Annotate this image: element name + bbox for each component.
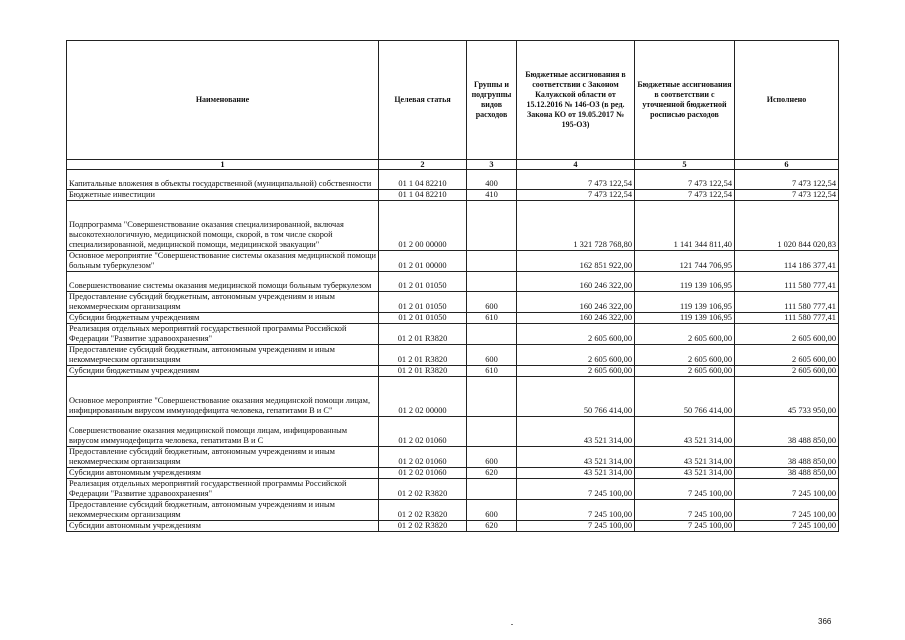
row-target-article-cell: 01 2 02 R3820	[379, 521, 467, 532]
table-row	[67, 366, 839, 377]
row-expense-group-cell: 410	[467, 190, 517, 201]
table-row	[67, 500, 839, 521]
row-expense-group-cell	[467, 417, 517, 447]
row-target-article-cell: 01 1 04 82210	[379, 170, 467, 190]
row-name-cell: Предоставление субсидий бюджетным, автономным учреждениям и иным некоммерческим организациям	[67, 447, 379, 468]
header-executed: Исполнено	[735, 41, 839, 160]
row-law-allocation-cell: 162 851 922,00	[517, 251, 635, 272]
row-law-allocation-cell: 7 245 100,00	[517, 479, 635, 500]
table-row	[67, 292, 839, 313]
header-revised-allocations: Бюджетные ассигнования в соответствии с уточненной бюджетной росписью расходов	[635, 41, 735, 160]
row-revised-allocation-cell: 2 605 600,00	[635, 345, 735, 366]
row-law-allocation-cell: 2 605 600,00	[517, 324, 635, 345]
row-executed-cell: 111 580 777,41	[735, 313, 839, 324]
table-row	[67, 468, 839, 479]
row-expense-group-cell: 600	[467, 292, 517, 313]
table-row	[67, 313, 839, 324]
table-row	[67, 190, 839, 201]
row-expense-group-cell	[467, 272, 517, 292]
row-name-cell: Реализация отдельных мероприятий государственной программы Российской Федерации "Развитие здравоохранения"	[67, 479, 379, 500]
row-law-allocation-cell: 160 246 322,00	[517, 313, 635, 324]
row-revised-allocation-cell: 121 744 706,95	[635, 251, 735, 272]
row-name-cell: Предоставление субсидий бюджетным, автономным учреждениям и иным некоммерческим организациям	[67, 292, 379, 313]
row-expense-group-cell	[467, 479, 517, 500]
row-law-allocation-cell: 160 246 322,00	[517, 292, 635, 313]
column-number: 5	[635, 160, 735, 170]
row-revised-allocation-cell: 43 521 314,00	[635, 468, 735, 479]
row-name-cell: Бюджетные инвестиции	[67, 190, 379, 201]
row-law-allocation-cell: 43 521 314,00	[517, 447, 635, 468]
row-expense-group-cell: 400	[467, 170, 517, 190]
table-row	[67, 251, 839, 272]
budget-table	[66, 40, 839, 532]
row-law-allocation-cell: 7 245 100,00	[517, 500, 635, 521]
header-name: Наименование	[67, 41, 379, 160]
row-name-cell: Предоставление субсидий бюджетным, автономным учреждениям и иным некоммерческим организациям	[67, 500, 379, 521]
row-law-allocation-cell: 1 321 728 768,80	[517, 201, 635, 251]
row-executed-cell: 7 245 100,00	[735, 500, 839, 521]
row-expense-group-cell	[467, 324, 517, 345]
row-target-article-cell: 01 2 01 01050	[379, 292, 467, 313]
row-executed-cell: 7 473 122,54	[735, 190, 839, 201]
row-revised-allocation-cell: 119 139 106,95	[635, 292, 735, 313]
row-target-article-cell: 01 2 02 01060	[379, 447, 467, 468]
row-target-article-cell: 01 2 01 00000	[379, 251, 467, 272]
table-row	[67, 324, 839, 345]
row-name-cell: Субсидии автономным учреждениям	[67, 468, 379, 479]
row-target-article-cell: 01 2 01 R3820	[379, 366, 467, 377]
column-number: 6	[735, 160, 839, 170]
scan-speck	[511, 624, 513, 625]
row-expense-group-cell	[467, 201, 517, 251]
row-name-cell: Основное мероприятие "Совершенствование оказания медицинской помощи лицам, инфицированным вирусом иммунодефицита человека, гепатитами В и С"	[67, 377, 379, 417]
row-target-article-cell: 01 2 01 01050	[379, 272, 467, 292]
row-name-cell: Субсидии автономным учреждениям	[67, 521, 379, 532]
row-executed-cell: 7 473 122,54	[735, 170, 839, 190]
row-name-cell: Реализация отдельных мероприятий государственной программы Российской Федерации "Развитие здравоохранения"	[67, 324, 379, 345]
row-executed-cell: 111 580 777,41	[735, 292, 839, 313]
row-name-cell: Предоставление субсидий бюджетным, автономным учреждениям и иным некоммерческим организациям	[67, 345, 379, 366]
row-executed-cell: 38 488 850,00	[735, 417, 839, 447]
row-revised-allocation-cell: 7 245 100,00	[635, 521, 735, 532]
row-expense-group-cell: 600	[467, 345, 517, 366]
row-expense-group-cell	[467, 377, 517, 417]
row-revised-allocation-cell: 119 139 106,95	[635, 272, 735, 292]
row-law-allocation-cell: 7 245 100,00	[517, 521, 635, 532]
table-row	[67, 417, 839, 447]
row-revised-allocation-cell: 119 139 106,95	[635, 313, 735, 324]
row-name-cell: Основное мероприятие "Совершенствование системы оказания медицинской помощи больным туберкулезом"	[67, 251, 379, 272]
row-revised-allocation-cell: 7 245 100,00	[635, 500, 735, 521]
table-row	[67, 377, 839, 417]
row-executed-cell: 38 488 850,00	[735, 468, 839, 479]
row-expense-group-cell: 600	[467, 500, 517, 521]
row-revised-allocation-cell: 2 605 600,00	[635, 324, 735, 345]
row-law-allocation-cell: 43 521 314,00	[517, 468, 635, 479]
row-executed-cell: 114 186 377,41	[735, 251, 839, 272]
row-executed-cell: 45 733 950,00	[735, 377, 839, 417]
page-number: 366	[818, 617, 832, 626]
row-executed-cell: 7 245 100,00	[735, 521, 839, 532]
row-law-allocation-cell: 43 521 314,00	[517, 417, 635, 447]
header-expense-group: Группы и подгруппы видов расходов	[467, 41, 517, 160]
table-row	[67, 201, 839, 251]
row-target-article-cell: 01 2 02 00000	[379, 377, 467, 417]
table-row	[67, 345, 839, 366]
row-expense-group-cell: 620	[467, 468, 517, 479]
column-number: 4	[517, 160, 635, 170]
column-number: 1	[67, 160, 379, 170]
row-target-article-cell: 01 2 02 R3820	[379, 479, 467, 500]
row-expense-group-cell: 610	[467, 366, 517, 377]
row-revised-allocation-cell: 43 521 314,00	[635, 417, 735, 447]
row-target-article-cell: 01 2 01 01050	[379, 313, 467, 324]
row-expense-group-cell	[467, 251, 517, 272]
header-row	[67, 41, 839, 160]
row-target-article-cell: 01 2 00 00000	[379, 201, 467, 251]
row-name-cell: Субсидии бюджетным учреждениям	[67, 313, 379, 324]
header-target-article: Целевая статья	[379, 41, 467, 160]
row-expense-group-cell: 620	[467, 521, 517, 532]
row-name-cell: Капитальные вложения в объекты государственной (муниципальной) собственности	[67, 170, 379, 190]
row-law-allocation-cell: 2 605 600,00	[517, 345, 635, 366]
header-law-allocations: Бюджетные ассигнования в соответствии с Законом Калужской области от 15.12.2016 № 146-ОЗ (в ред. Закона КО от 19.05.2017 № 195-ОЗ)	[517, 41, 635, 160]
row-name-cell: Субсидии бюджетным учреждениям	[67, 366, 379, 377]
row-revised-allocation-cell: 43 521 314,00	[635, 447, 735, 468]
table-row	[67, 272, 839, 292]
row-revised-allocation-cell: 7 473 122,54	[635, 190, 735, 201]
row-target-article-cell: 01 2 02 01060	[379, 468, 467, 479]
row-name-cell: Совершенствование системы оказания медицинской помощи больным туберкулезом	[67, 272, 379, 292]
row-revised-allocation-cell: 1 141 344 811,40	[635, 201, 735, 251]
row-target-article-cell: 01 2 02 R3820	[379, 500, 467, 521]
row-target-article-cell: 01 2 01 R3820	[379, 324, 467, 345]
table-row	[67, 521, 839, 532]
row-name-cell: Подпрограмма "Совершенствование оказания специализированной, включая высокотехнологичную, медицинской помощи, скорой, в том числе скорой специализированной, медицинской помощи, медицинской эвакуации"	[67, 201, 379, 251]
row-revised-allocation-cell: 7 245 100,00	[635, 479, 735, 500]
column-number: 3	[467, 160, 517, 170]
table-row	[67, 170, 839, 190]
row-executed-cell: 1 020 844 020,83	[735, 201, 839, 251]
row-target-article-cell: 01 2 01 R3820	[379, 345, 467, 366]
column-number-row	[67, 160, 839, 170]
row-law-allocation-cell: 2 605 600,00	[517, 366, 635, 377]
row-executed-cell: 38 488 850,00	[735, 447, 839, 468]
row-executed-cell: 111 580 777,41	[735, 272, 839, 292]
row-executed-cell: 2 605 600,00	[735, 324, 839, 345]
column-number: 2	[379, 160, 467, 170]
row-law-allocation-cell: 7 473 122,54	[517, 190, 635, 201]
row-executed-cell: 7 245 100,00	[735, 479, 839, 500]
row-revised-allocation-cell: 50 766 414,00	[635, 377, 735, 417]
row-executed-cell: 2 605 600,00	[735, 366, 839, 377]
row-target-article-cell: 01 2 02 01060	[379, 417, 467, 447]
table-row	[67, 447, 839, 468]
row-revised-allocation-cell: 7 473 122,54	[635, 170, 735, 190]
row-law-allocation-cell: 160 246 322,00	[517, 272, 635, 292]
row-name-cell: Совершенствование оказания медицинской помощи лицам, инфицированным вирусом иммунодефицита человека, гепатитами В и С	[67, 417, 379, 447]
row-expense-group-cell: 600	[467, 447, 517, 468]
row-revised-allocation-cell: 2 605 600,00	[635, 366, 735, 377]
row-executed-cell: 2 605 600,00	[735, 345, 839, 366]
row-law-allocation-cell: 50 766 414,00	[517, 377, 635, 417]
row-law-allocation-cell: 7 473 122,54	[517, 170, 635, 190]
row-target-article-cell: 01 1 04 82210	[379, 190, 467, 201]
row-expense-group-cell: 610	[467, 313, 517, 324]
table-row	[67, 479, 839, 500]
